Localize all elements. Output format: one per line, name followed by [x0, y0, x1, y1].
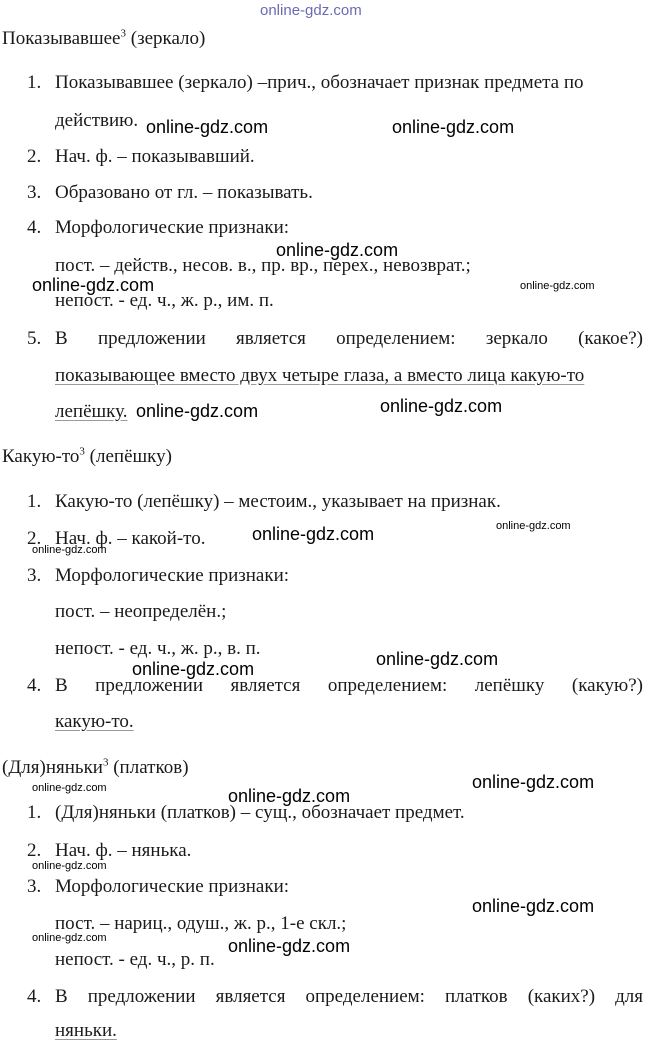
item-text: Морфологические признаки: — [55, 876, 290, 897]
item-number: 4. — [27, 986, 42, 1007]
item-number: 1. — [27, 72, 42, 93]
section-heading: (Для)няньки$^3$ (платков) — [2, 756, 189, 778]
watermark: online-gdz.com — [520, 280, 595, 292]
watermark: online-gdz.com — [32, 860, 107, 872]
item-number: 1. — [27, 491, 42, 512]
item-text: действию. — [55, 110, 139, 131]
watermark: online-gdz.com — [32, 932, 107, 944]
item-text: лепёшку. — [55, 401, 128, 422]
watermark: online-gdz.com — [472, 896, 595, 916]
item-text: В предложении является определением: лепёшку (какую?) — [55, 675, 643, 696]
watermark: online-gdz.com — [32, 544, 107, 556]
item-text: Морфологические признаки: — [55, 217, 290, 238]
watermark: online-gdz.com — [146, 117, 269, 137]
item-text: В предложении является определением: зеркало (какое?) — [55, 328, 643, 349]
item-number: 4. — [27, 217, 42, 238]
item-text: непост. - ед. ч., ж. р., им. п. — [55, 290, 274, 311]
item-text: пост. – нариц., одуш., ж. р., 1-е скл.; — [55, 913, 347, 934]
watermark: online-gdz.com — [380, 396, 503, 416]
watermark: online-gdz.com — [496, 520, 571, 532]
watermark: online-gdz.com — [376, 649, 499, 669]
item-text: пост. – неопределён.; — [55, 601, 227, 622]
watermark: online-gdz.com — [260, 2, 362, 19]
watermark: online-gdz.com — [276, 240, 399, 260]
item-text: Нач. ф. – нянька. — [55, 840, 192, 861]
section-heading: Показывавшее$^3$ (зеркало) — [2, 27, 206, 49]
item-number: 2. — [27, 146, 42, 167]
item-text: Морфологические признаки: — [55, 565, 290, 586]
item-text: непост. - ед. ч., р. п. — [55, 949, 215, 970]
watermark: online-gdz.com — [132, 659, 255, 679]
section-heading: Какую-$то^3$ (лепёшку) — [2, 445, 172, 467]
item-text: пост. – действ., несов. в., пр. вр., перех., невозврат.; — [55, 255, 471, 276]
watermark: online-gdz.com — [32, 782, 107, 794]
item-text: показывающее вместо двух четыре глаза, а вместо лица какую-то — [55, 365, 585, 386]
item-number: 4. — [27, 675, 42, 696]
item-text: какую-то. — [55, 711, 134, 732]
item-text: непост. - ед. ч., ж. р., в. п. — [55, 638, 261, 659]
item-text: В предложении является определением: платков (каких?) для — [55, 986, 643, 1007]
watermark: online-gdz.com — [32, 275, 155, 295]
item-text: Нач. ф. – показывавший. — [55, 146, 255, 167]
item-number: 3. — [27, 182, 42, 203]
item-text: Какую-то (лепёшку) – местоим., указывает на признак. — [55, 491, 501, 512]
item-text: Показывавшее (зеркало) –прич., обозначает признак предмета по — [55, 72, 584, 93]
item-number: 2. — [27, 840, 42, 861]
watermark: online-gdz.com — [472, 772, 595, 792]
item-number: 2. — [27, 528, 42, 549]
item-number: 1. — [27, 802, 42, 823]
watermark: online-gdz.com — [136, 401, 259, 421]
item-text: Образовано от гл. – показывать. — [55, 182, 313, 203]
item-number: 3. — [27, 876, 42, 897]
item-number: 5. — [27, 328, 42, 349]
item-text: (Для)няньки (платков) – сущ., обозначает предмет. — [55, 802, 465, 823]
item-text: Нач. ф. – какой-то. — [55, 528, 206, 549]
watermark: online-gdz.com — [252, 524, 375, 544]
watermark: online-gdz.com — [228, 936, 351, 956]
watermark: online-gdz.com — [392, 117, 515, 137]
item-text: няньки. — [55, 1020, 117, 1041]
watermark: online-gdz.com — [228, 786, 351, 806]
item-number: 3. — [27, 565, 42, 586]
